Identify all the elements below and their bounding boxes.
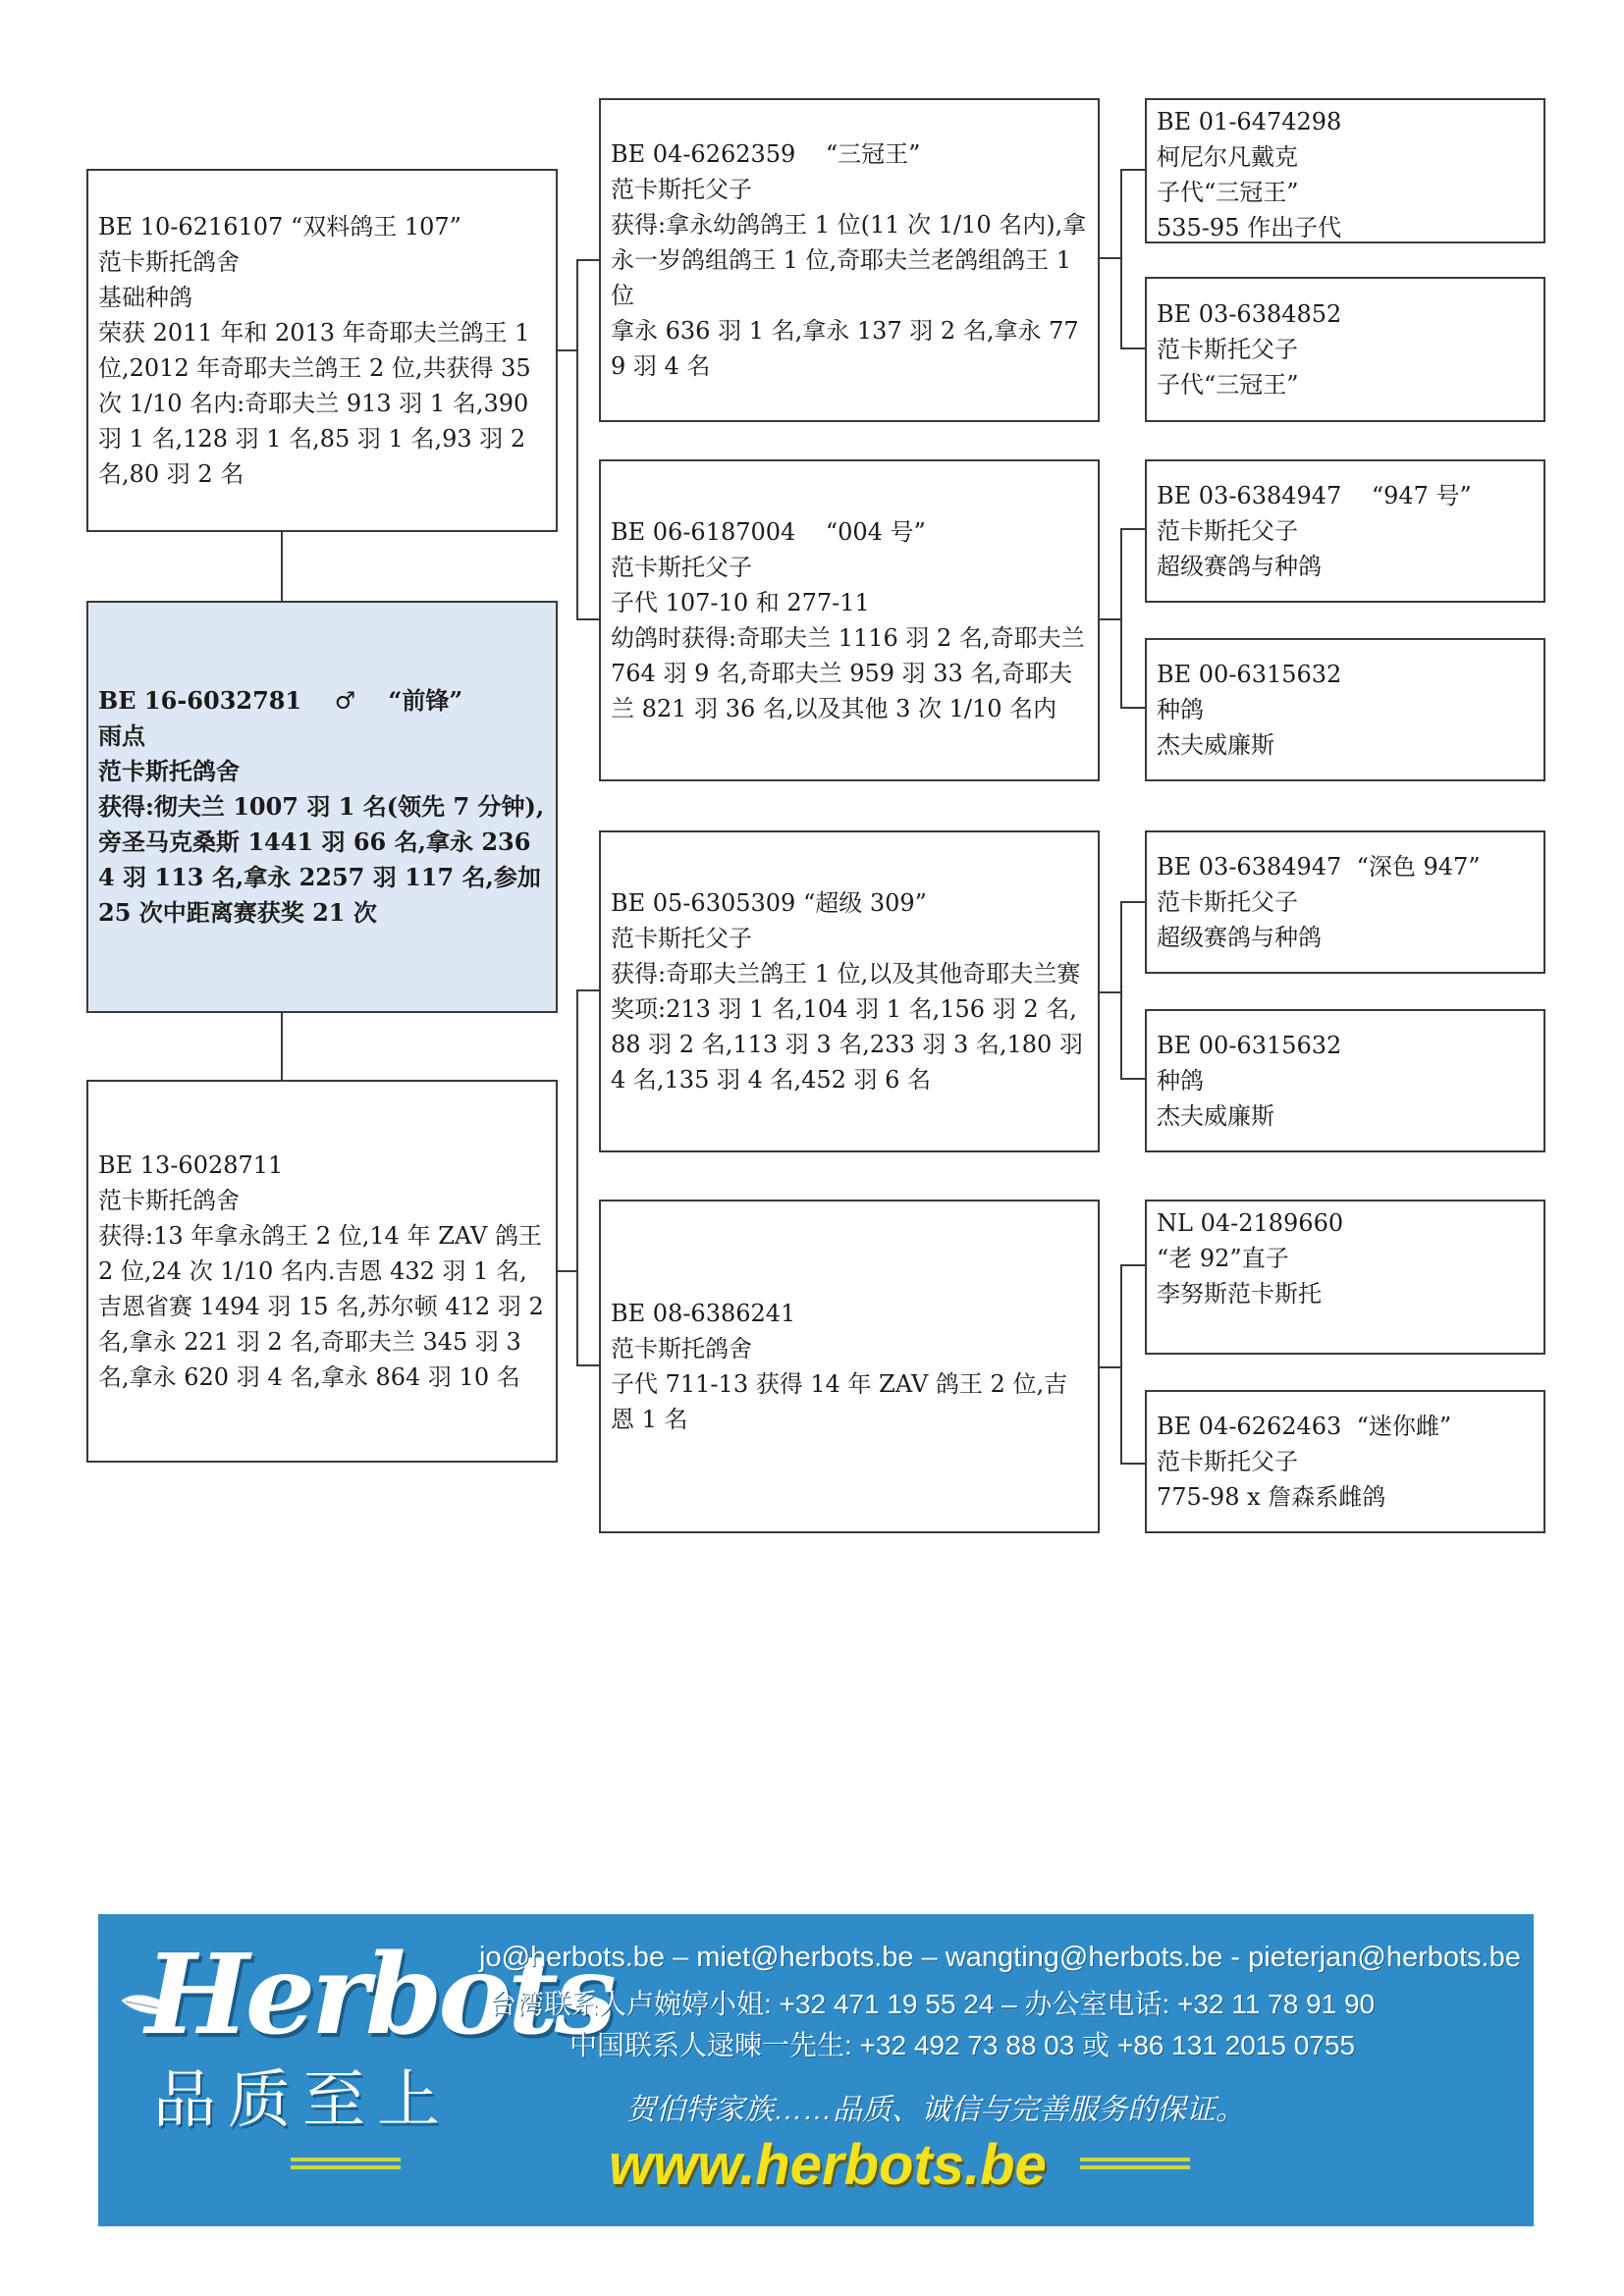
ring-number: BE 08-6386241 bbox=[611, 1300, 796, 1327]
connector bbox=[1120, 347, 1145, 349]
achievements: 获得:奇耶夫兰鸽王 1 位,以及其他奇耶夫兰赛奖项:213 羽 1 名,104 羽 1 名,156 羽 2 名,88 羽 2 名,113 羽 3 名,233 羽 3 名,180 羽 4 名,135 羽 4 名,452 羽 6 名 bbox=[611, 960, 1091, 1094]
breeder: 范卡斯托鸽舍 bbox=[611, 1335, 752, 1362]
grandparent-card bbox=[599, 459, 1100, 781]
connector bbox=[1120, 901, 1122, 1080]
tagline: 贺伯特家族……品质、诚信与完善服务的保证。 bbox=[626, 2094, 1245, 2126]
great-grandparent-card bbox=[1145, 1009, 1545, 1152]
connector bbox=[1120, 528, 1145, 530]
great-grandparent-card bbox=[1145, 1390, 1545, 1533]
decorative-divider bbox=[291, 2158, 401, 2169]
decorative-divider bbox=[1080, 2158, 1190, 2169]
ring-number: BE 06-6187004 “004 号” bbox=[611, 518, 926, 546]
ring-number: BE 00-6315632 bbox=[1157, 1032, 1342, 1059]
breeder: 范卡斯托父子 bbox=[611, 925, 752, 952]
taiwan-contact: 台湾联系人卢婉婷小姐: +32 471 19 55 24 – 办公室电话: +32 11 78 91 90 bbox=[489, 1989, 1376, 2019]
sire-card bbox=[86, 169, 558, 532]
ring-number: NL 04-2189660 bbox=[1157, 1209, 1344, 1237]
connector bbox=[576, 989, 599, 991]
connector bbox=[1120, 1463, 1145, 1465]
breeder: 范卡斯托父子 bbox=[1157, 336, 1298, 363]
breeder: 范卡斯托父子 bbox=[611, 176, 752, 203]
ring-number: BE 03-6384947 “947 号” bbox=[1157, 482, 1472, 509]
connector bbox=[1098, 618, 1121, 620]
connector bbox=[1120, 901, 1145, 903]
connector bbox=[1098, 257, 1121, 259]
note: 超级赛鸽与种鸽 bbox=[1157, 924, 1322, 951]
ring-number: BE 05-6305309 “超级 309” bbox=[611, 889, 927, 917]
achievements: 获得:拿永幼鸽鸽王 1 位(11 次 1/10 名内),拿永一岁鸽组鸽王 1 位,奇耶夫兰老鸽组鸽王 1 位 bbox=[611, 211, 1087, 309]
great-grandparent-card bbox=[1145, 830, 1545, 974]
connector bbox=[281, 530, 283, 601]
contact-emails[interactable]: jo@herbots.be – miet@herbots.be – wangting@herbots.be - pieterjan@herbots.be bbox=[479, 1942, 1521, 1973]
ring-number: BE 10-6216107 “双料鸽王 107” bbox=[98, 213, 461, 240]
note: 535-95 作出子代 bbox=[1157, 214, 1342, 241]
brand-slogan: 品质至上 bbox=[153, 2064, 452, 2137]
connector bbox=[1120, 528, 1122, 709]
note: 超级赛鸽与种鸽 bbox=[1157, 553, 1322, 580]
connector bbox=[556, 349, 577, 351]
subject-card bbox=[86, 601, 558, 1013]
note: 子代“三冠王” bbox=[1157, 179, 1299, 206]
breeder: 范卡斯托鸽舍 bbox=[98, 757, 240, 785]
connector bbox=[281, 1011, 283, 1080]
color: 雨点 bbox=[98, 721, 145, 750]
connector bbox=[1120, 1264, 1122, 1465]
great-grandparent-card bbox=[1145, 98, 1545, 243]
connector bbox=[556, 1270, 577, 1272]
achievements: 幼鸽时获得:奇耶夫兰 1116 羽 2 名,奇耶夫兰 764 羽 9 名,奇耶夫兰 959 羽 33 名,奇耶夫兰 821 羽 36 名,以及其他 3 次 1/10 名内 bbox=[611, 624, 1093, 722]
connector bbox=[576, 259, 578, 620]
note: 杰夫威廉斯 bbox=[1157, 731, 1274, 759]
connector bbox=[576, 989, 578, 1366]
note: 子代“三冠王” bbox=[1157, 371, 1299, 399]
ring-number: BE 03-6384852 bbox=[1157, 300, 1342, 328]
note: 775-98 x 詹森系雌鸽 bbox=[1157, 1483, 1386, 1511]
ring-number: BE 03-6384947 “深色 947” bbox=[1157, 853, 1481, 881]
grandparent-card bbox=[599, 1200, 1100, 1533]
offspring: 子代 711-13 获得 14 年 ZAV 鸽王 2 位,吉恩 1 名 bbox=[611, 1370, 1068, 1433]
results: 拿永 636 羽 1 名,拿永 137 羽 2 名,拿永 779 羽 4 名 bbox=[611, 317, 1079, 380]
grandparent-card bbox=[599, 98, 1100, 422]
connector bbox=[1120, 1078, 1145, 1080]
great-grandparent-card bbox=[1145, 638, 1545, 781]
connector bbox=[576, 1364, 599, 1366]
breeder: 种鸽 bbox=[1157, 696, 1204, 723]
breeder: 范卡斯托鸽舍 bbox=[98, 248, 240, 276]
connector bbox=[1098, 991, 1121, 993]
ring-number: BE 16-6032781 ♂ “前锋” bbox=[98, 686, 463, 715]
breeder: 范卡斯托父子 bbox=[1157, 1448, 1298, 1475]
ring-number: BE 04-6262463 “迷你雌” bbox=[1157, 1413, 1452, 1440]
dam-card bbox=[86, 1080, 558, 1463]
note: 杰夫威廉斯 bbox=[1157, 1102, 1274, 1130]
achievements: 获得:彻夫兰 1007 羽 1 名(领先 7 分钟),旁圣马克桑斯 1441 羽 66 名,拿永 2364 羽 113 名,拿永 2257 羽 117 名,参加 25 次中距离赛获奖 21 次 bbox=[98, 792, 550, 927]
connector bbox=[1120, 169, 1122, 349]
great-grandparent-card bbox=[1145, 459, 1545, 603]
ring-number: BE 04-6262359 “三冠王” bbox=[611, 140, 921, 168]
brand-logo: Herbots bbox=[145, 1931, 613, 2059]
breeder: 种鸽 bbox=[1157, 1067, 1204, 1095]
description: 基础种鸽 bbox=[98, 284, 192, 311]
connector bbox=[576, 618, 599, 620]
achievements: 荣获 2011 年和 2013 年奇耶夫兰鸽王 1 位,2012 年奇耶夫兰鸽王 2 位,共获得 35 次 1/10 名内:奇耶夫兰 913 羽 1 名,390 羽 1 名,128 羽 1 名,85 羽 1 名,93 羽 2 名,80 羽 2 名 bbox=[98, 319, 539, 488]
ring-number: BE 13-6028711 bbox=[98, 1151, 284, 1179]
ring-number: BE 01-6474298 bbox=[1157, 108, 1342, 135]
china-contact: 中国联系人逯暕一先生: +32 492 73 88 03 或 +86 131 2015 0755 bbox=[569, 2030, 1356, 2060]
great-grandparent-card bbox=[1145, 1200, 1545, 1355]
breeder: 范卡斯托鸽舍 bbox=[98, 1187, 240, 1214]
breeder: 柯尼尔凡戴克 bbox=[1157, 143, 1298, 171]
breeder: 李努斯范卡斯托 bbox=[1157, 1280, 1322, 1308]
achievements: 获得:13 年拿永鸽王 2 位,14 年 ZAV 鸽王 2 位,24 次 1/10 名内.吉恩 432 羽 1 名,吉恩省赛 1494 羽 15 名,苏尔顿 412 羽 2 名,拿永 221 羽 2 名,奇耶夫兰 345 羽 3 名,拿永 620 羽 4 名,拿永 864 羽 10 名 bbox=[98, 1222, 552, 1391]
great-grandparent-card bbox=[1145, 277, 1545, 422]
breeder: 范卡斯托父子 bbox=[611, 554, 752, 581]
note: “老 92”直子 bbox=[1157, 1245, 1289, 1272]
breeder: 范卡斯托父子 bbox=[1157, 888, 1298, 916]
connector bbox=[1098, 1366, 1121, 1368]
footer-banner bbox=[98, 1914, 1534, 2226]
grandparent-card bbox=[599, 830, 1100, 1152]
connector bbox=[1120, 1264, 1145, 1266]
ring-number: BE 00-6315632 bbox=[1157, 661, 1342, 688]
breeder: 范卡斯托父子 bbox=[1157, 517, 1298, 545]
connector bbox=[1120, 169, 1145, 171]
website-link[interactable]: www.herbots.be bbox=[609, 2133, 1047, 2197]
connector bbox=[1120, 707, 1145, 709]
offspring: 子代 107-10 和 277-11 bbox=[611, 589, 870, 616]
connector bbox=[576, 259, 599, 261]
